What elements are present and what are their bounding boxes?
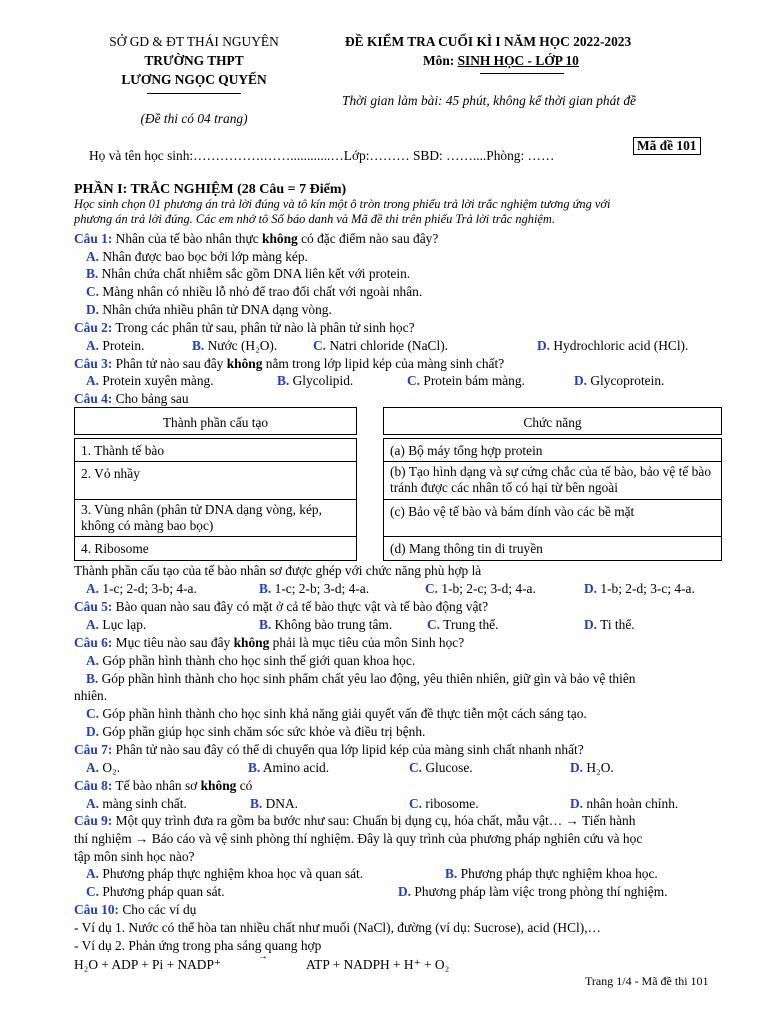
option-label: C.: [313, 338, 327, 353]
option-label: C.: [86, 284, 100, 299]
q4-option-c[interactable]: [425, 580, 536, 597]
q2-option-a[interactable]: [86, 337, 144, 354]
table-cell-right: (c) Bảo vệ tế bào và bám dính vào các bề mặt: [383, 499, 722, 537]
option-label: D.: [574, 373, 588, 388]
q9-option-a[interactable]: [86, 865, 363, 882]
option-label: D.: [584, 581, 598, 596]
option-text: Góp phần hình thành cho học sinh khả năng giải quyết vấn đề thực tiễn một cách sáng tạo.: [102, 706, 587, 721]
q7-option-b[interactable]: [248, 759, 329, 776]
q5-option-a[interactable]: [86, 616, 146, 633]
option-text: Phương pháp thực nghiệm khoa học.: [460, 866, 658, 881]
q2-option-b[interactable]: [192, 337, 277, 354]
question-4-prompt: Thành phần cấu tạo của tế bào nhân sơ được ghép với chức năng phù hợp là: [74, 563, 482, 578]
question-text: có đặc điểm nào sau đây?: [297, 231, 439, 246]
q5-option-d[interactable]: [584, 616, 635, 633]
example-2: - Ví dụ 2. Phản ứng trong pha sáng quang hợp: [74, 938, 322, 953]
question-text: Cho bảng sau: [112, 391, 189, 406]
option-text: Góp phần giúp học sinh chăm sóc sức khỏe và điều trị bệnh.: [102, 724, 426, 739]
instructions-line-1: Học sinh chọn 01 phương án trả lời đúng và tô kín một ô tròn trong phiếu trả lời trắc nghiệm tương ứng với: [74, 197, 611, 211]
q5-option-c[interactable]: [427, 616, 498, 633]
q3-option-a[interactable]: [86, 372, 214, 389]
school-line-1: TRƯỜNG THPT: [144, 53, 244, 68]
question-9-line-2: thí nghiệm → Báo cáo và vệ sinh phòng thí nghiệm. Đây là quy trình của phương pháp nghiên cứu và học: [74, 831, 643, 846]
table-cell-left: 4. Ribosome: [74, 536, 357, 561]
option-text: Góp phần hình thành cho học sinh phẩm chất yêu lao động, yêu thiên nhiên, giữ gìn và bảo vệ thiên: [101, 671, 636, 686]
q6-option-a[interactable]: [86, 652, 415, 669]
subject-line: [423, 53, 579, 69]
option-label: D.: [86, 302, 100, 317]
table-cell-right: (d) Mang thông tin di truyền: [383, 536, 722, 561]
q8-option-c[interactable]: [409, 795, 479, 812]
option-text: 1-b; 2-c; 3-d; 4-a.: [441, 581, 536, 596]
q6-option-b-continued: nhiên.: [74, 688, 108, 703]
q4-option-d[interactable]: [584, 580, 695, 597]
question-number: Câu 5:: [74, 599, 113, 614]
question-3: [74, 355, 504, 372]
question-text: Cho các ví dụ: [119, 902, 197, 917]
option-label: A.: [86, 338, 100, 353]
option-label: B.: [259, 617, 272, 632]
option-label: D.: [584, 617, 598, 632]
question-text: Bào quan nào sau đây có mặt ở cả tế bào thực vật và tế bào động vật?: [112, 599, 489, 614]
q1-option-b[interactable]: [86, 265, 410, 282]
question-text: Trong các phân tử sau, phân tử nào là phân tử sinh học?: [112, 320, 415, 335]
table-cell-right: (b) Tạo hình dạng và sự cứng chắc của tế bào, bảo vệ tế bào tránh được các nhân tố có hại từ bên ngoài: [383, 461, 722, 500]
question-text: Mục tiêu nào sau đây: [112, 635, 234, 650]
question-text: Nhân của tế bào nhân thực: [112, 231, 262, 246]
option-label: B.: [86, 671, 99, 686]
department-name: SỞ GD & ĐT THÁI NGUYÊN: [109, 34, 279, 49]
option-label: C.: [409, 796, 423, 811]
table-cell-left: 2. Vỏ nhầy: [74, 461, 357, 500]
example-1: - Ví dụ 1. Nước có thể hòa tan nhiều chất như muối (NaCl), đường (ví dụ: Sucrose), acid (HCl),…: [74, 920, 601, 935]
question-4: [74, 390, 189, 407]
option-text: Glycolipid.: [292, 373, 354, 388]
question-10: [74, 901, 196, 918]
option-label: B.: [259, 581, 272, 596]
option-label: D.: [570, 796, 584, 811]
emphasis: không: [233, 635, 270, 650]
q8-option-d[interactable]: [570, 795, 678, 812]
option-label: A.: [86, 796, 100, 811]
option-text: O₂.: [102, 760, 121, 775]
option-text: Nhân chứa nhiều phân tử DNA dạng vòng.: [102, 302, 332, 317]
option-text: nhân hoàn chỉnh.: [586, 796, 679, 811]
time-note: Thời gian làm bài: 45 phút, không kể thời gian phát đề: [342, 93, 636, 108]
school-line-2: LƯƠNG NGỌC QUYẾN: [121, 72, 267, 87]
option-text: Glycoprotein.: [590, 373, 665, 388]
question-number: Câu 2:: [74, 320, 113, 335]
q6-option-d[interactable]: [86, 723, 425, 740]
option-text: Lục lạp.: [102, 617, 147, 632]
q2-option-d[interactable]: [537, 337, 688, 354]
option-label: D.: [398, 884, 412, 899]
option-text: Màng nhân có nhiều lỗ nhỏ để trao đổi chất với ngoài nhân.: [102, 284, 423, 299]
q9-option-c[interactable]: [86, 883, 225, 900]
q2-option-c[interactable]: [313, 337, 448, 354]
option-label: C.: [409, 760, 423, 775]
question-text: Một quy trình đưa ra gồm ba bước như sau: Chuẩn bị dụng cụ, hóa chất, mẫu vật… → Tiến hành: [112, 813, 636, 828]
option-text: DNA.: [265, 796, 298, 811]
option-label: A.: [86, 866, 100, 881]
question-number: Câu 8:: [74, 778, 113, 793]
option-label: C.: [86, 884, 100, 899]
option-label: B.: [445, 866, 458, 881]
q7-option-d[interactable]: [570, 759, 614, 776]
option-label: A.: [86, 373, 100, 388]
option-text: Trung thể.: [443, 617, 499, 632]
option-text: Nước (H₂O).: [207, 338, 278, 353]
option-text: H₂O.: [586, 760, 614, 775]
option-label: D.: [570, 760, 584, 775]
option-label: A.: [86, 653, 100, 668]
page-footer: Trang 1/4 - Mã đề thi 101: [585, 974, 709, 988]
option-label: B.: [192, 338, 205, 353]
q6-option-b[interactable]: [86, 670, 635, 687]
q3-option-d[interactable]: [574, 372, 664, 389]
option-text: Phương pháp quan sát.: [102, 884, 225, 899]
question-2: [74, 319, 415, 336]
subject-prefix: Môn:: [423, 53, 458, 68]
question-1: [74, 230, 438, 247]
option-label: D.: [537, 338, 551, 353]
question-text: Phân tử nào sau đây có thể di chuyển qua lớp lipid kép của màng sinh chất nhanh nhất?: [112, 742, 584, 757]
question-text: nằm trong lớp lipid kép của màng sinh chất?: [262, 356, 505, 371]
question-number: Câu 7:: [74, 742, 113, 757]
emphasis: không: [226, 356, 263, 371]
question-text: có: [236, 778, 253, 793]
option-label: C.: [407, 373, 421, 388]
equation-right: ATP + NADPH + H⁺ + O₂: [306, 957, 450, 972]
subject-name: SINH HỌC - LỚP 10: [457, 53, 579, 68]
table-cell-left: 3. Vùng nhân (phân tử DNA dạng vòng, kép, không có màng bao bọc): [74, 499, 357, 537]
question-8: [74, 777, 252, 794]
reaction-arrow-icon: →: [258, 951, 268, 962]
option-text: Protein bám màng.: [423, 373, 525, 388]
option-label: C.: [86, 706, 100, 721]
question-text: Phân tử nào sau đây: [112, 356, 227, 371]
q7-option-a[interactable]: [86, 759, 120, 776]
option-text: Phương pháp thực nghiệm khoa học và quan sát.: [102, 866, 364, 881]
q1-option-c[interactable]: [86, 283, 422, 300]
question-7: [74, 741, 584, 758]
question-number: Câu 6:: [74, 635, 113, 650]
question-9: [74, 812, 635, 829]
option-text: Glucose.: [425, 760, 473, 775]
option-text: ribosome.: [425, 796, 479, 811]
q5-option-b[interactable]: [259, 616, 392, 633]
q4-option-a[interactable]: [86, 580, 197, 597]
option-text: Hydrochloric acid (HCl).: [553, 338, 689, 353]
part-title: PHẦN I: TRẮC NGHIỆM (28 Câu = 7 Điểm): [74, 182, 347, 197]
option-text: 1-c; 2-d; 3-b; 4-a.: [102, 581, 197, 596]
q3-option-b[interactable]: [277, 372, 353, 389]
table-cell-left: 1. Thành tế bào: [74, 438, 357, 462]
q1-option-d[interactable]: [86, 301, 332, 318]
subject-divider: [480, 73, 564, 74]
table-header-components: Thành phần cấu tạo: [74, 407, 357, 435]
student-info-line: Họ và tên học sinh:…………….……............…Lớp:……… SBD: ……....Phòng: ……: [89, 148, 555, 163]
instructions-line-2: phương án trả lời đúng. Các em nhớ tô Số báo danh và Mã đề thi trên phiếu Trả lời trắc nghiệm.: [74, 212, 555, 226]
option-label: C.: [427, 617, 441, 632]
q9-option-b[interactable]: [445, 865, 658, 882]
q8-option-b[interactable]: [250, 795, 298, 812]
option-label: A.: [86, 581, 100, 596]
table-cell-right: (a) Bộ máy tổng hợp protein: [383, 438, 722, 462]
question-number: Câu 3:: [74, 356, 113, 371]
q4-option-b[interactable]: [259, 580, 369, 597]
q1-option-a[interactable]: [86, 248, 308, 265]
option-label: B.: [248, 760, 261, 775]
option-text: Phương pháp làm việc trong phòng thí nghiệm.: [414, 884, 668, 899]
option-label: A.: [86, 249, 100, 264]
question-9-line-3: tập môn sinh học nào?: [74, 849, 195, 864]
option-text: Natri chloride (NaCl).: [329, 338, 449, 353]
option-label: A.: [86, 760, 100, 775]
option-text: Nhân chứa chất nhiễm sắc gồm DNA liên kết với protein.: [101, 266, 411, 281]
emphasis: không: [262, 231, 298, 246]
question-text: phải là mục tiêu của môn Sinh học?: [269, 635, 465, 650]
question-number: Câu 1:: [74, 231, 113, 246]
option-label: D.: [86, 724, 100, 739]
equation-left: H₂O + ADP + Pi + NADP⁺: [74, 957, 221, 972]
exam-code-box: Mã đề 101: [633, 137, 701, 155]
q3-option-c[interactable]: [407, 372, 525, 389]
page-count-note: (Đề thi có 04 trang): [140, 111, 248, 126]
option-label: B.: [250, 796, 263, 811]
q6-option-c[interactable]: [86, 705, 587, 722]
option-text: Không bào trung tâm.: [274, 617, 393, 632]
exam-title: ĐỀ KIỂM TRA CUỐI KÌ I NĂM HỌC 2022-2023: [345, 34, 632, 49]
q9-option-d[interactable]: [398, 883, 668, 900]
q7-option-c[interactable]: [409, 759, 473, 776]
question-number: Câu 4:: [74, 391, 113, 406]
question-5: [74, 598, 488, 615]
option-label: A.: [86, 617, 100, 632]
option-text: 1-c; 2-b; 3-d; 4-a.: [274, 581, 370, 596]
option-label: C.: [425, 581, 439, 596]
option-text: Protein.: [102, 338, 145, 353]
header-divider: [147, 93, 241, 94]
emphasis: không: [200, 778, 237, 793]
option-label: B.: [277, 373, 290, 388]
option-text: Protein xuyên màng.: [102, 373, 214, 388]
table-header-functions: Chức năng: [383, 407, 722, 435]
option-text: 1-b; 2-d; 3-c; 4-a.: [600, 581, 695, 596]
option-text: Nhân được bao bọc bởi lớp màng kép.: [102, 249, 308, 264]
question-number: Câu 10:: [74, 902, 120, 917]
option-label: B.: [86, 266, 99, 281]
q8-option-a[interactable]: [86, 795, 187, 812]
option-text: Ti thể.: [600, 617, 635, 632]
question-6: [74, 634, 464, 651]
question-text: Tế bào nhân sơ: [112, 778, 201, 793]
option-text: màng sinh chất.: [102, 796, 187, 811]
option-text: Góp phần hình thành cho học sinh thế giới quan khoa học.: [102, 653, 416, 668]
question-number: Câu 9:: [74, 813, 113, 828]
option-text: Amino acid.: [262, 760, 330, 775]
